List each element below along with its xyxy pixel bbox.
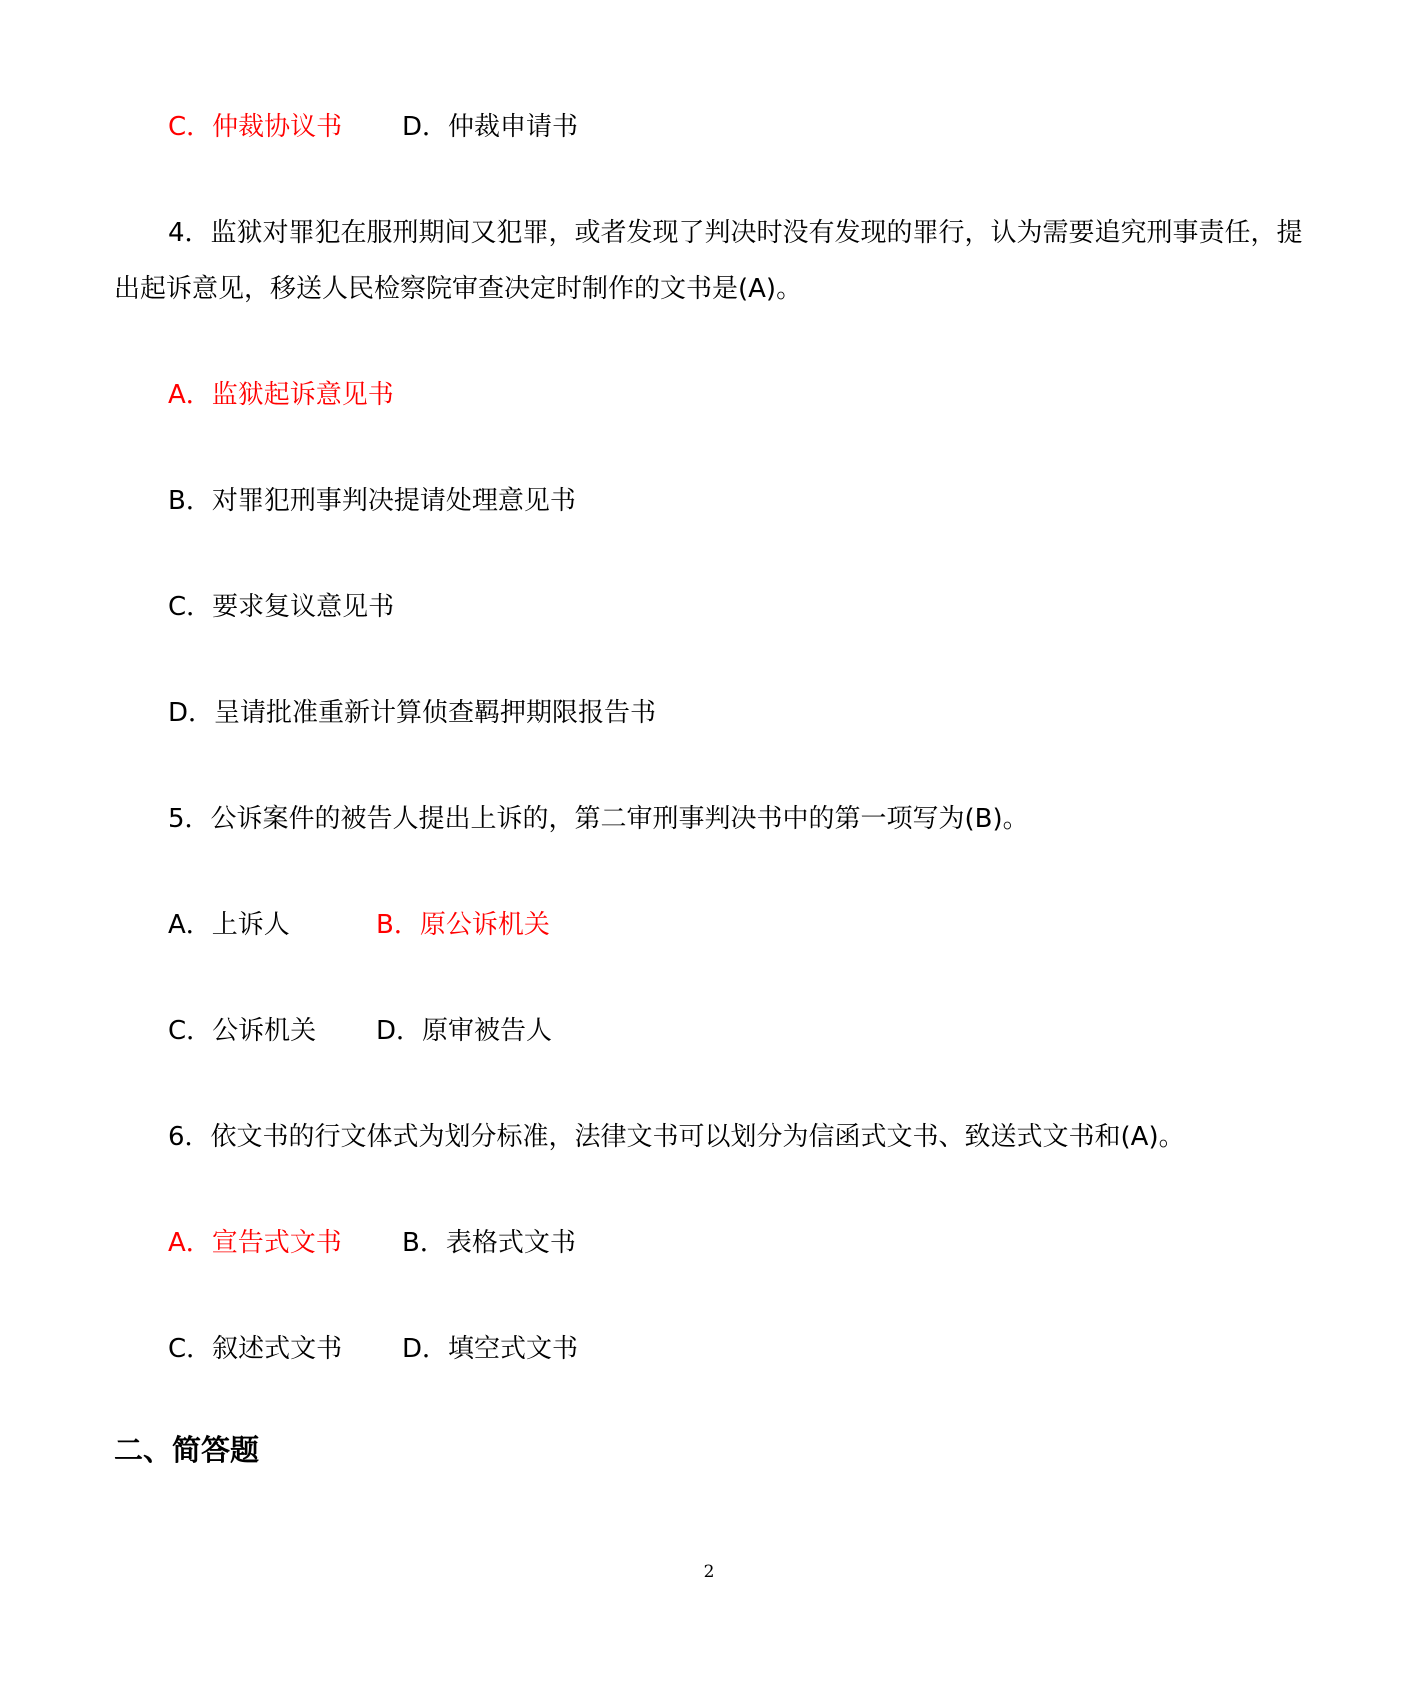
q5-option-d: D．原审被告人 [376, 1016, 553, 1046]
q5-option-c: C．公诉机关 [168, 1016, 317, 1046]
section-heading: 二、简答题 [114, 1433, 260, 1467]
q3-option-d: D．仲裁申请书 [402, 112, 579, 142]
q5-option-b: B．原公诉机关 [376, 910, 550, 940]
q4-option-d: D．呈请批准重新计算侦查羁押期限报告书 [168, 698, 657, 728]
q6-option-b: B．表格式文书 [402, 1228, 576, 1258]
q5-stem: 5．公诉案件的被告人提出上诉的，第二审刑事判决书中的第一项写为(B)。 [168, 804, 1029, 834]
q6-option-c: C．叙述式文书 [168, 1334, 343, 1364]
q4-stem: 4．监狱对罪犯在服刑期间又犯罪，或者发现了判决时没有发现的罪行，认为需要追究刑事责任，提出起诉意见，移送人民检察院审查决定时制作的文书是(A)。 [114, 218, 1303, 304]
q6-option-a: A．宣告式文书 [168, 1228, 342, 1258]
q4-option-a: A．监狱起诉意见书 [168, 380, 394, 410]
page-number: 2 [703, 1562, 715, 1582]
q5-option-a: A．上诉人 [168, 910, 290, 940]
q3-option-c: C．仲裁协议书 [168, 112, 343, 142]
q6-option-d: D．填空式文书 [402, 1334, 579, 1364]
q6-stem: 6．依文书的行文体式为划分标准，法律文书可以划分为信函式文书、致送式文书和(A)。 [168, 1122, 1185, 1152]
q4-option-c: C．要求复议意见书 [168, 592, 395, 622]
q4-option-b: B．对罪犯刑事判决提请处理意见书 [168, 486, 576, 516]
